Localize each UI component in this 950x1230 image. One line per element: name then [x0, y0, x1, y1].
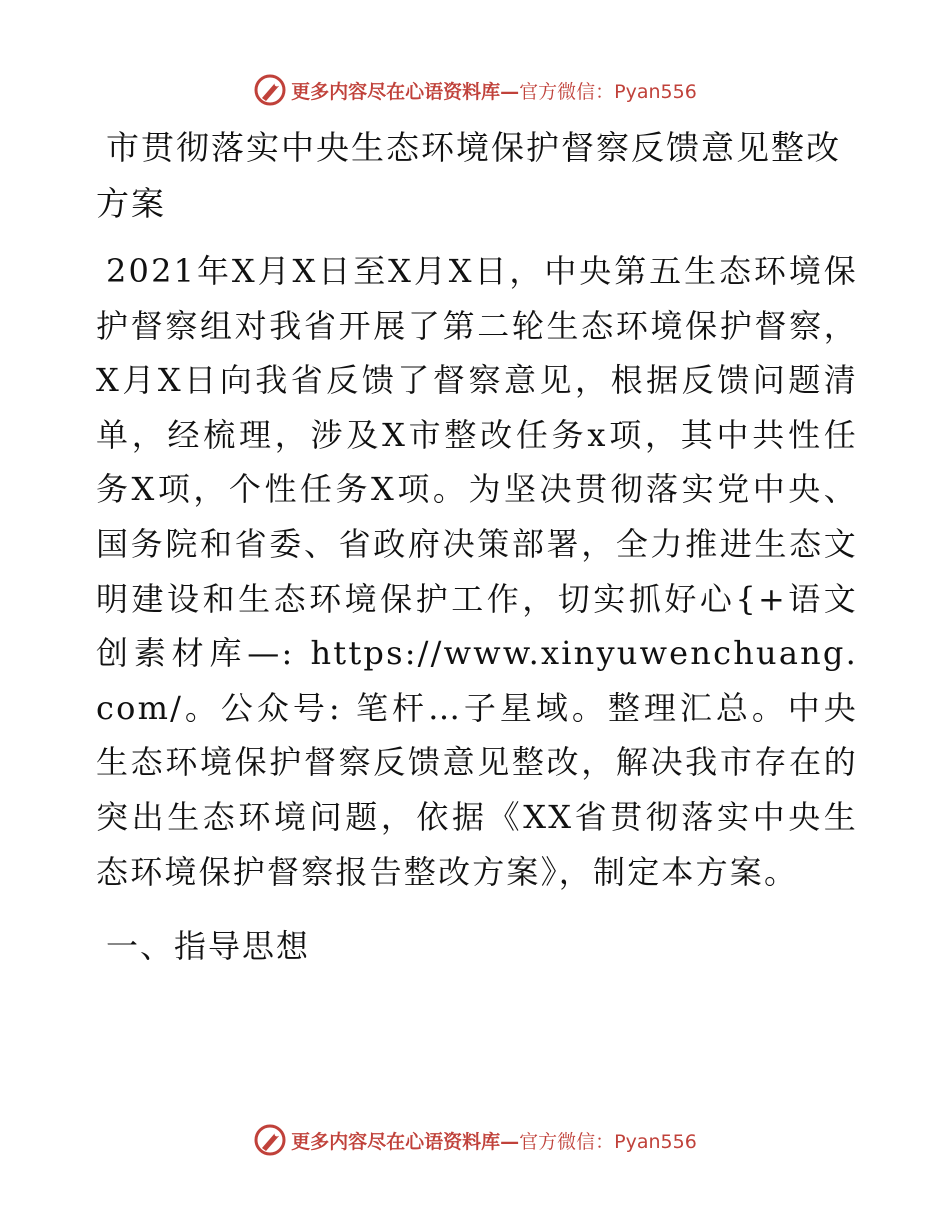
intro-paragraph: 2021年X月X日至X月X日，中央第五生态环境保护督察组对我省开展了第二轮生态环境保护督察，X月X日向我省反馈了督察意见，根据反馈问题清单，经梳理，涉及X市整改任务x项，其中共性任务X项，个性任务X项。为坚决贯彻落实党中央、国务院和省委、省政府决策部署，全力推进生态文明建设和生态环境保护工作，切实抓好心{+语文创素材库—: https://www.xinyuwenchuang.com/。公众号: 笔杆…子星域。整理汇总。中央生态环境保护督察反馈意见整改，解决我市存在的突出生态环境问题，依据《XX省贯彻落实中央生态环境保护督察报告整改方案》，制定本方案。 — [96, 252, 858, 891]
document-body — [96, 120, 858, 973]
watermark-sub-text: 官方微信：Pyan556 — [519, 1130, 697, 1153]
header-watermark — [0, 72, 950, 108]
section-heading: 一、指导思想 — [106, 927, 311, 966]
pen-logo-icon — [253, 1123, 287, 1157]
footer-watermark — [0, 1122, 950, 1158]
pen-logo-icon — [253, 73, 287, 107]
watermark-sub-text: 官方微信：Pyan556 — [519, 80, 697, 103]
document-title: 市贯彻落实中央生态环境保护督察反馈意见整改方案 — [96, 128, 841, 223]
watermark-main-text: 更多内容尽在心语资料库— — [291, 80, 520, 103]
watermark-main-text: 更多内容尽在心语资料库— — [291, 1130, 520, 1153]
